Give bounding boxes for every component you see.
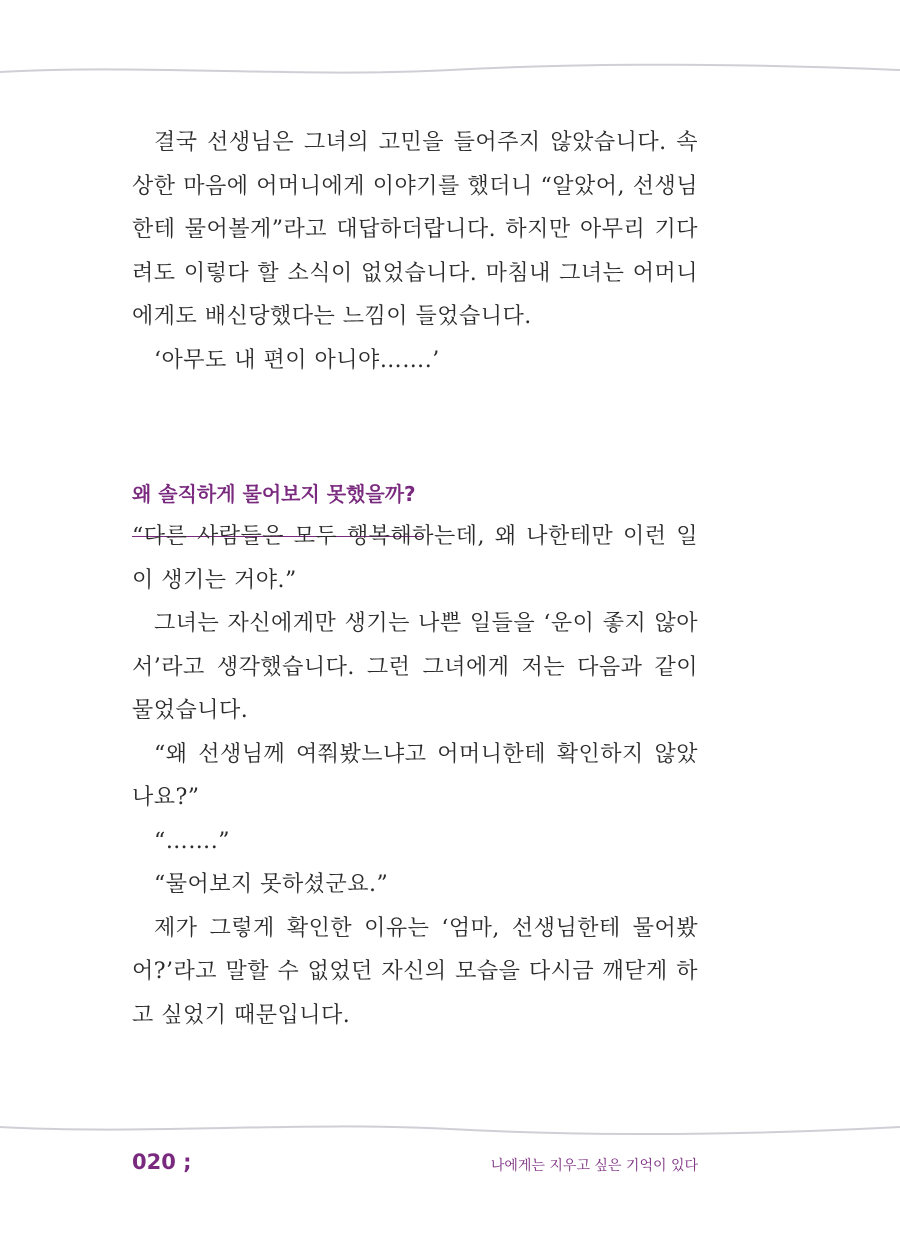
paragraph: “…….” <box>154 828 230 854</box>
bottom-wave-divider <box>0 1115 900 1145</box>
page-number: 020 ; <box>132 1150 192 1174</box>
section-heading: 왜 솔직하게 물어보지 못했을까? <box>132 482 416 506</box>
paragraph: “다른 사람들은 모두 행복해하는데, 왜 나한테만 이런 일이 생기는 거야.” <box>132 524 698 593</box>
section2-body <box>132 515 698 1037</box>
paragraph: 제가 그렇게 확인한 이유는 ‘엄마, 선생님한테 물어봤어?’라고 말할 수 없었던 자신의 모습을 다시금 깨닫게 하고 싶었기 때문입니다. <box>132 915 698 1028</box>
running-title: 나에게는 지우고 싶은 기억이 있다 <box>490 1158 698 1174</box>
section1-body <box>132 121 698 382</box>
paragraph: “물어보지 못하셨군요.” <box>154 872 389 897</box>
paragraph: 그녀는 자신에게만 생기는 나쁜 일들을 ‘운이 좋지 않아서’라고 생각했습니다. 그런 그녀에게 저는 다음과 같이 물었습니다. <box>132 611 698 723</box>
paragraph: ‘아무도 내 편이 아니야…….’ <box>154 347 440 373</box>
paragraph: 결국 선생님은 그녀의 고민을 들어주지 않았습니다. 속상한 마음에 어머니에게 이야기를 했더니 “알았어, 선생님한테 물어볼게”라고 대답하더랍니다. 하지만 아무리 기다려도 이렇다 할 소식이 없었습니다. 마침내 그녀는 어머니에게도 배신당했다는 느낌이 들었습니다. <box>132 130 698 329</box>
top-wave-divider <box>0 56 900 86</box>
paragraph: “왜 선생님께 여쭤봤느냐고 어머니한테 확인하지 않았나요?” <box>132 741 698 810</box>
